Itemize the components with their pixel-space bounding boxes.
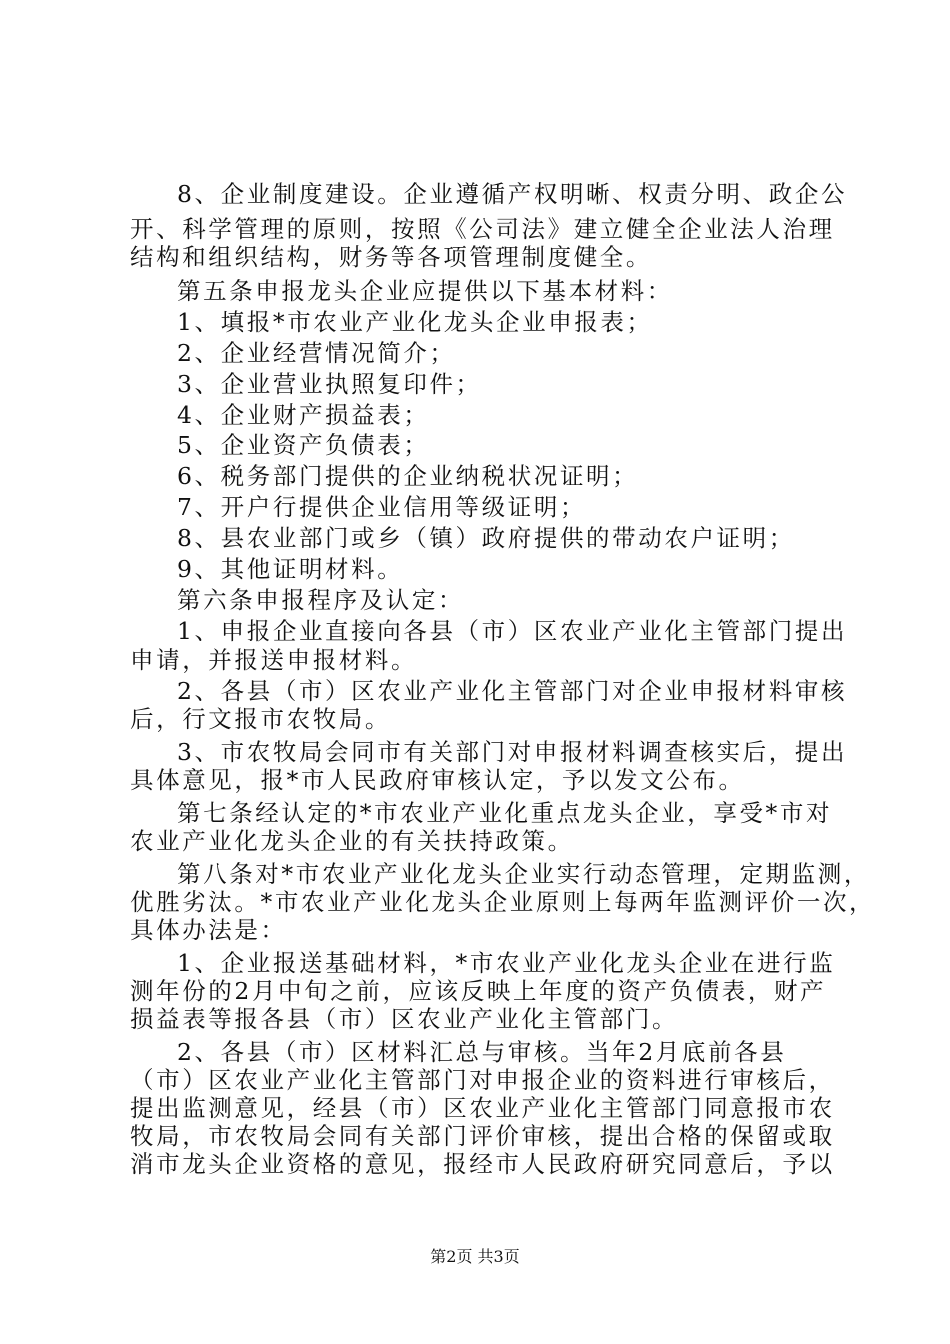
text-line: 结构和组织结构，财务等各项管理制度健全。 (130, 243, 652, 271)
text-line: 4、企业财产损益表； (177, 401, 430, 429)
text-line: 5、企业资产负债表； (177, 431, 430, 459)
text-line: 2、各县（市）区材料汇总与审核。当年2月底前各县 (177, 1038, 787, 1066)
text-line: 第八条对*市农业产业化龙头企业实行动态管理，定期监测， (177, 860, 870, 888)
text-line: 2、各县（市）区农业产业化主管部门对企业申报材料审核 (177, 677, 848, 705)
page-footer (0, 1244, 950, 1267)
text-line: 1、企业报送基础材料，*市农业产业化龙头企业在进行监 (177, 949, 836, 977)
text-line: 后，行文报市农牧局。 (130, 705, 391, 733)
page-number: 第2页 共3页 (430, 1247, 520, 1266)
text-line: 6、税务部门提供的企业纳税状况证明； (177, 462, 639, 490)
text-line: 1、填报*市农业产业化龙头企业申报表； (177, 308, 653, 336)
text-line: 第五条申报龙头企业应提供以下基本材料： (177, 277, 673, 305)
text-line: 7、开户行提供企业信用等级证明； (177, 493, 587, 521)
text-line: （市）区农业产业化主管部门对申报企业的资料进行审核后， (130, 1066, 835, 1094)
text-line: 农业产业化龙头企业的有关扶持政策。 (130, 827, 574, 855)
text-line: 第六条申报程序及认定： (177, 586, 465, 614)
text-line: 9、其他证明材料。 (177, 555, 404, 583)
text-line: 开、科学管理的原则，按照《公司法》建立健全企业法人治理 (130, 215, 835, 243)
text-line: 测年份的2月中旬之前，应该反映上年度的资产负债表，财产 (130, 977, 827, 1005)
text-line: 1、申报企业直接向各县（市）区农业产业化主管部门提出 (177, 617, 848, 645)
text-line: 第七条经认定的*市农业产业化重点龙头企业，享受*市对 (177, 799, 833, 827)
text-line: 牧局，市农牧局会同有关部门评价审核，提出合格的保留或取 (130, 1122, 835, 1150)
text-line: 2、企业经营情况简介； (177, 339, 456, 367)
text-line: 3、企业营业执照复印件； (177, 370, 482, 398)
text-line: 提出监测意见，经县（市）区农业产业化主管部门同意报市农 (130, 1094, 835, 1122)
text-line: 优胜劣汰。*市农业产业化龙头企业原则上每两年监测评价一次， (130, 888, 876, 916)
text-line: 消市龙头企业资格的意见，报经市人民政府研究同意后，予以 (130, 1150, 835, 1178)
text-line: 申请，并报送申报材料。 (130, 646, 418, 674)
text-line: 3、市农牧局会同市有关部门对申报材料调查核实后，提出 (177, 738, 848, 766)
text-line: 8、县农业部门或乡（镇）政府提供的带动农户证明； (177, 524, 795, 552)
text-line: 损益表等报各县（市）区农业产业化主管部门。 (130, 1005, 679, 1033)
text-line: 8、企业制度建设。企业遵循产权明晰、权责分明、政企公 (177, 180, 848, 208)
text-line: 具体办法是： (130, 916, 287, 944)
text-line: 具体意见，报*市人民政府审核认定，予以发文公布。 (130, 766, 745, 794)
